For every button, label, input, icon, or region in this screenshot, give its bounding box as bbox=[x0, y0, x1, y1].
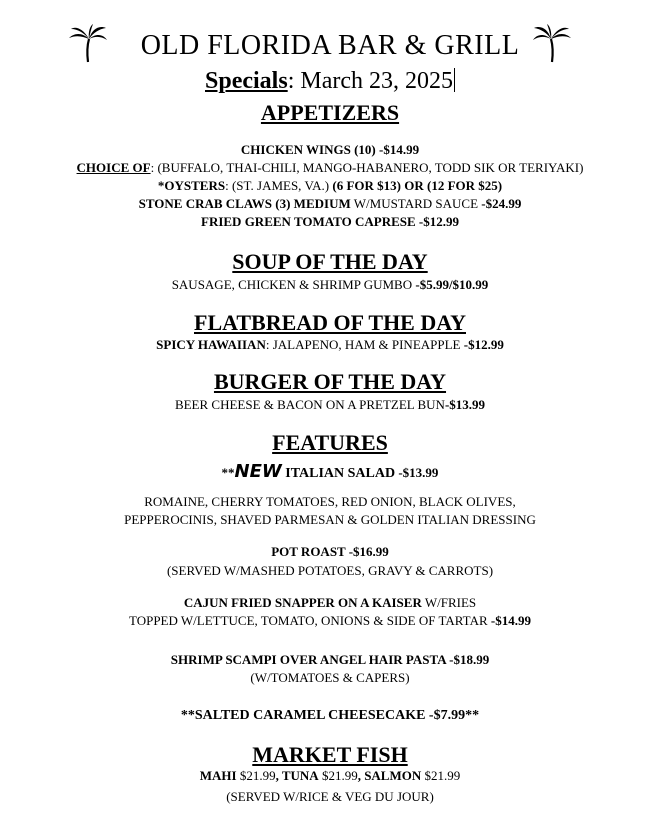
flatbread-item bbox=[0, 337, 660, 353]
specials-label: Specials bbox=[205, 68, 288, 94]
specials-date-line bbox=[0, 68, 660, 95]
mahi-price: $21.99 bbox=[236, 768, 276, 783]
wings-choice-line bbox=[0, 160, 660, 176]
salmon-price: $21.99 bbox=[421, 768, 461, 783]
choice-options: : (BUFFALO, THAI-CHILI, MANGO-HABANERO, TODD SIK OR TERIYAKI) bbox=[150, 160, 584, 175]
shrimp-scampi-item: SHRIMP SCAMPI OVER ANGEL HAIR PASTA -$18.99 bbox=[170, 652, 490, 667]
flatbread-name: SPICY HAWAIIAN bbox=[156, 337, 266, 352]
snapper-price: -$14.99 bbox=[487, 613, 531, 628]
appetizers-heading: APPETIZERS bbox=[260, 100, 400, 125]
salad-prefix: ** bbox=[221, 465, 235, 480]
snapper-fries: W/FRIES bbox=[421, 595, 477, 610]
mahi-label: MAHI bbox=[199, 768, 237, 783]
salad-desc-1: ROMAINE, CHERRY TOMATOES, RED ONION, BLACK OLIVES, bbox=[144, 494, 516, 509]
crab-label: STONE CRAB CLAWS (3) MEDIUM bbox=[138, 196, 351, 211]
crab-sauce: W/MUSTARD SAUCE bbox=[350, 196, 479, 211]
soup-desc: SAUSAGE, CHICKEN & SHRIMP GUMBO bbox=[171, 277, 413, 292]
tuna-price: $21.99 bbox=[318, 768, 358, 783]
choice-label: CHOICE OF bbox=[76, 160, 151, 175]
snapper-desc: TOPPED W/LETTUCE, TOMATO, ONIONS & SIDE OF TARTAR bbox=[129, 613, 488, 628]
salad-price: -$13.99 bbox=[395, 465, 439, 480]
flatbread-price: -$12.99 bbox=[460, 337, 504, 352]
stone-crab-item bbox=[0, 196, 660, 212]
salad-desc-2: PEPPEROCINIS, SHAVED PARMESAN & GOLDEN ITALIAN DRESSING bbox=[124, 512, 536, 527]
cheesecake-item: **SALTED CARAMEL CHEESECAKE -$7.99** bbox=[180, 708, 480, 723]
market-fish-item bbox=[0, 768, 660, 784]
oysters-item bbox=[0, 178, 660, 194]
features-heading: FEATURES bbox=[272, 430, 388, 455]
flatbread-desc: : JALAPENO, HAM & PINEAPPLE bbox=[265, 337, 461, 352]
oysters-origin: : (ST. JAMES, VA.) bbox=[225, 178, 330, 193]
soup-heading: SOUP OF THE DAY bbox=[232, 249, 428, 274]
pot-roast-item: POT ROAST -$16.99 bbox=[271, 544, 389, 559]
chicken-wings-item: CHICKEN WINGS (10) -$14.99 bbox=[240, 142, 420, 157]
italian-salad-item bbox=[0, 462, 660, 484]
crab-price: -$24.99 bbox=[478, 196, 522, 211]
snapper-name: CAJUN FRIED SNAPPER ON A KAISER bbox=[183, 595, 422, 610]
market-fish-heading: MARKET FISH bbox=[252, 742, 408, 767]
burger-heading: BURGER OF THE DAY bbox=[213, 369, 447, 394]
new-badge: NEW bbox=[234, 461, 282, 482]
market-fish-served: (SERVED W/RICE & VEG DU JOUR) bbox=[226, 789, 434, 804]
soup-price: -$5.99/$10.99 bbox=[412, 277, 489, 292]
oysters-label: *OYSTERS bbox=[157, 178, 226, 193]
specials-date: : March 23, 2025 bbox=[287, 68, 453, 94]
pot-roast-desc: (SERVED W/MASHED POTATOES, GRAVY & CARROTS) bbox=[166, 563, 494, 578]
restaurant-title: OLD FLORIDA BAR & GRILL bbox=[140, 30, 520, 61]
flatbread-heading: FLATBREAD OF THE DAY bbox=[194, 310, 466, 335]
text-cursor bbox=[454, 68, 455, 92]
scampi-desc: (W/TOMATOES & CAPERS) bbox=[250, 670, 410, 685]
tuna-label: , TUNA bbox=[275, 768, 319, 783]
snapper-desc-line bbox=[0, 613, 660, 629]
oysters-price: (6 FOR $13) OR (12 FOR $25) bbox=[329, 178, 503, 193]
burger-price: -$13.99 bbox=[444, 397, 486, 412]
salad-name: ITALIAN SALAD bbox=[281, 466, 396, 481]
snapper-item bbox=[0, 595, 660, 611]
burger-item bbox=[0, 397, 660, 413]
soup-item bbox=[0, 277, 660, 293]
caprese-item: FRIED GREEN TOMATO CAPRESE -$12.99 bbox=[201, 214, 459, 229]
burger-desc: BEER CHEESE & BACON ON A PRETZEL BUN bbox=[174, 397, 445, 412]
salmon-label: , SALMON bbox=[357, 768, 422, 783]
